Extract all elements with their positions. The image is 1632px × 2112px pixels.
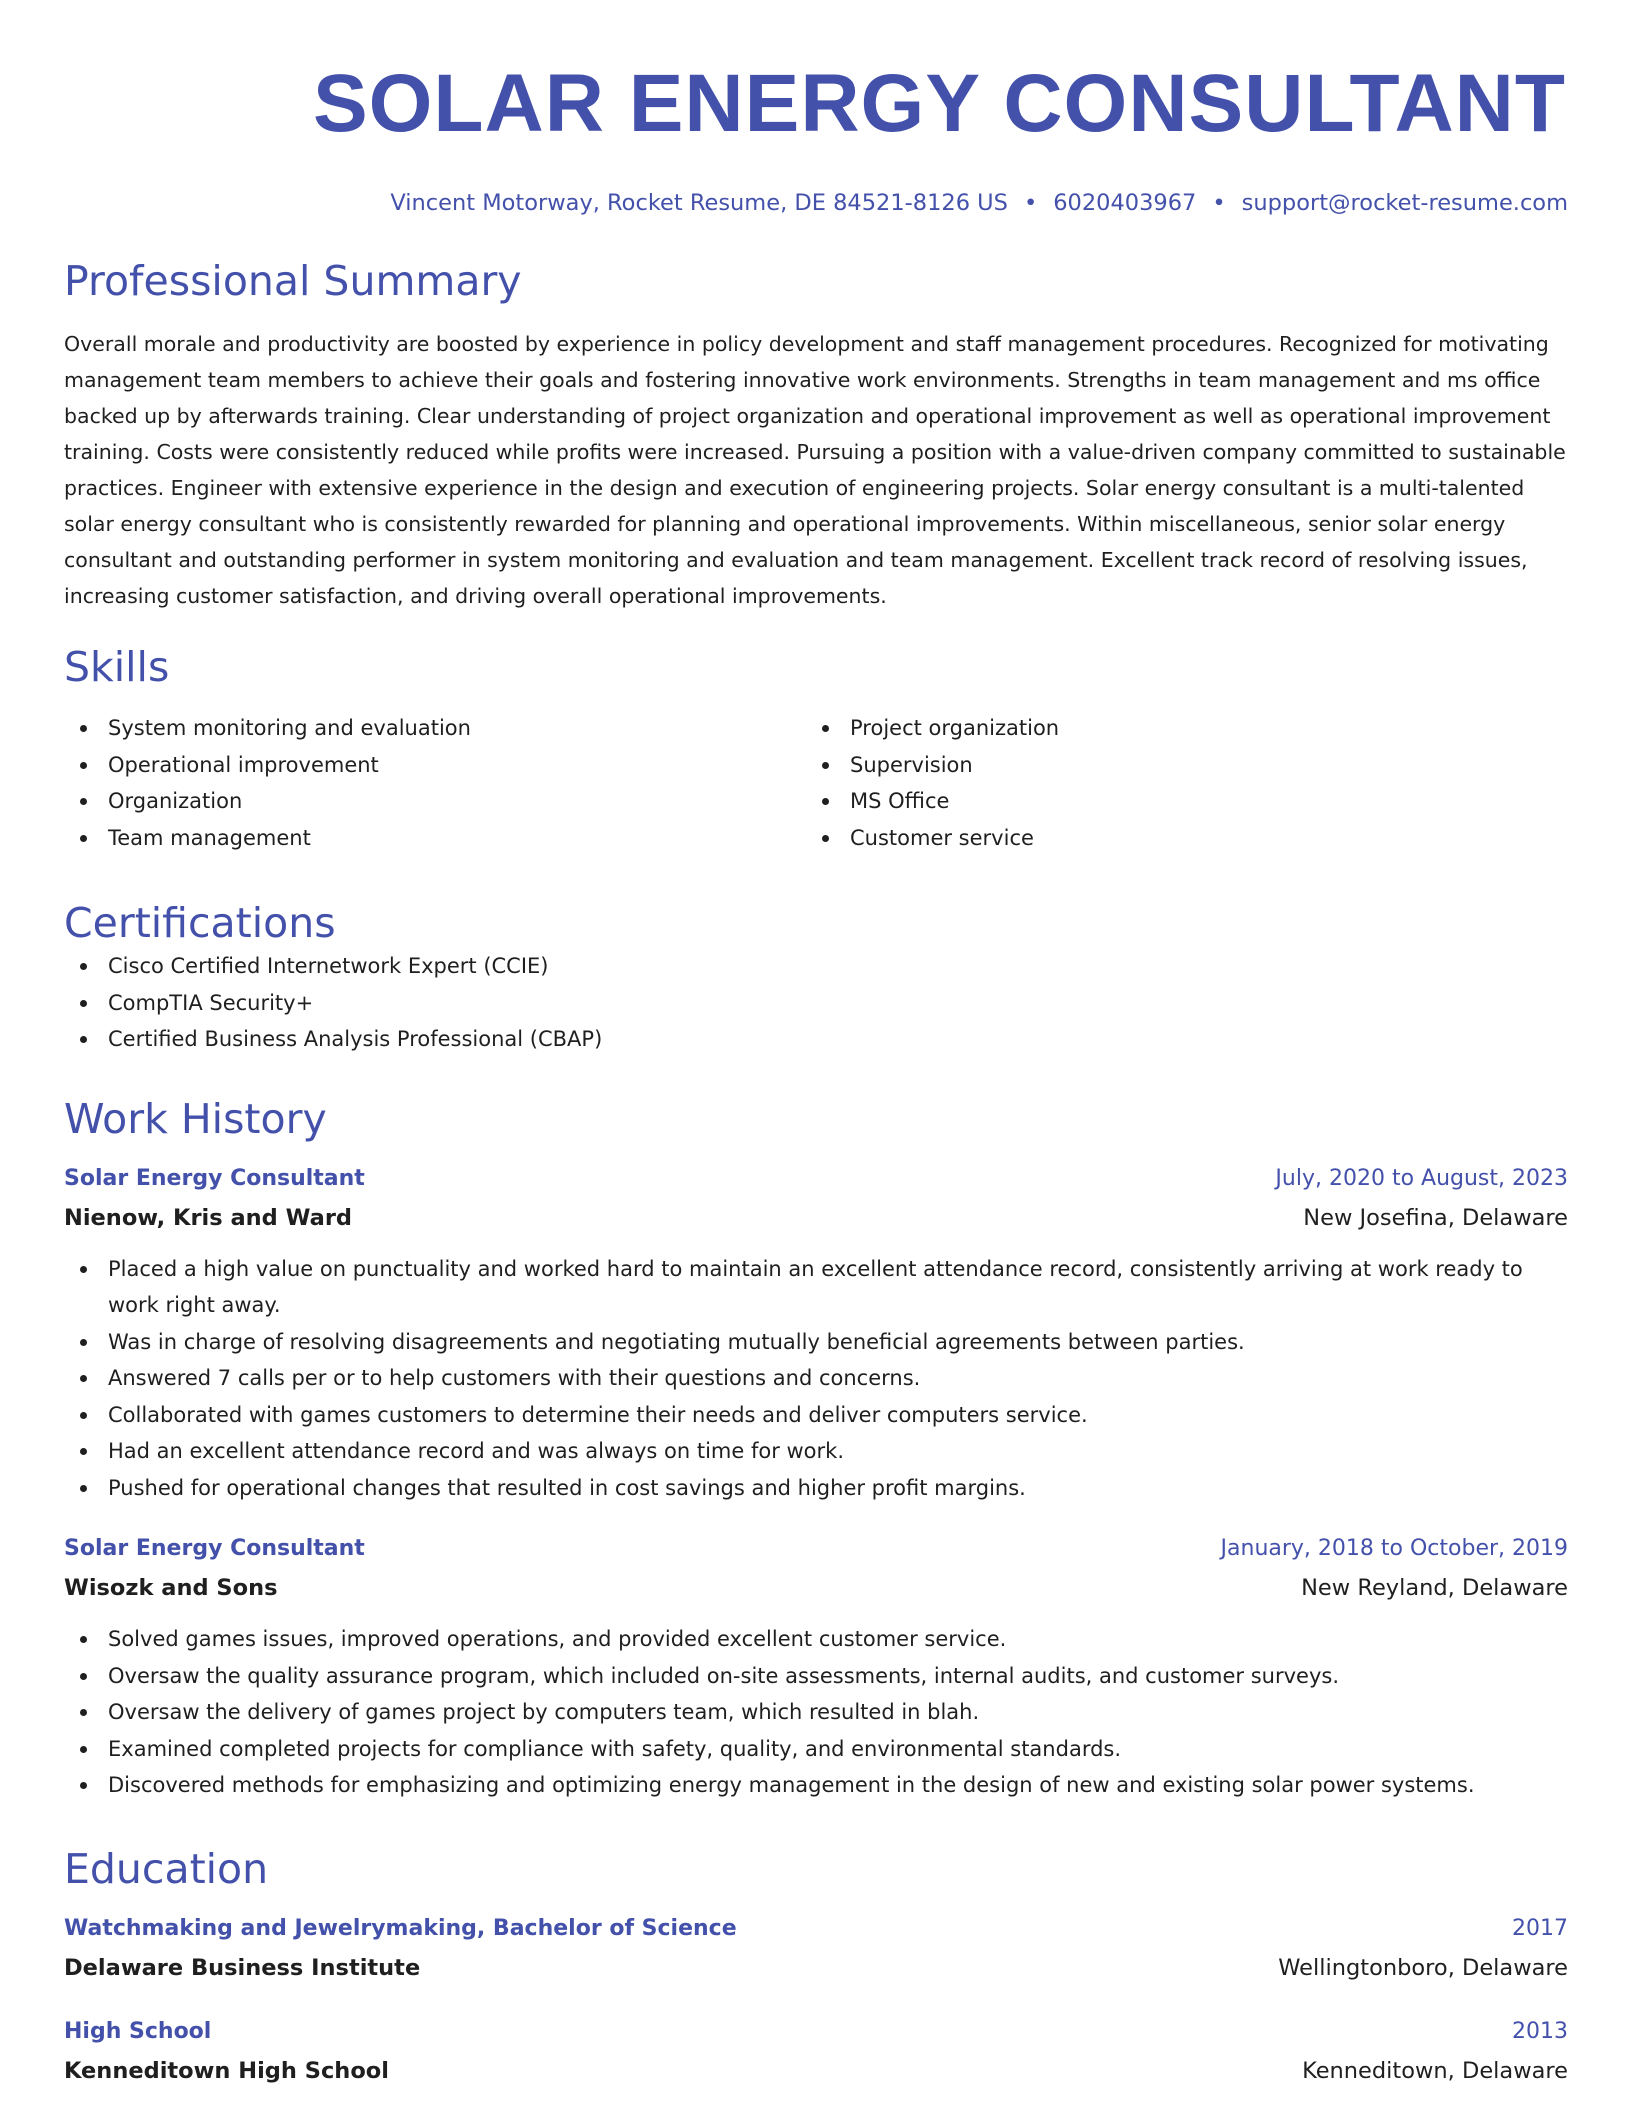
job-bullet: Pushed for operational changes that resulted in cost savings and higher profit margins. (64, 1470, 1568, 1507)
job-company-row (64, 1575, 1568, 1601)
job-company: Wisozk and Sons (64, 1575, 278, 1601)
skill-item: Supervision (806, 747, 1568, 784)
job-company-row (64, 1205, 1568, 1231)
job-dates: January, 2018 to October, 2019 (1220, 1536, 1568, 1561)
certification-item: Cisco Certified Internetwork Expert (CCIE) (64, 948, 1568, 985)
job-bullet: Placed a high value on punctuality and worked hard to maintain an excellent attendance record, consistently arriving at work ready to work right away. (64, 1251, 1568, 1324)
education-year: 2017 (1512, 1915, 1568, 1941)
job-bullet: Oversaw the delivery of games project by computers team, which resulted in blah. (64, 1694, 1568, 1731)
education-year: 2013 (1512, 2018, 1568, 2044)
skill-item: Customer service (806, 820, 1568, 857)
education-entry (64, 1916, 1568, 1981)
job-bullet: Answered 7 calls per or to help customers with their questions and concerns. (64, 1360, 1568, 1397)
education-degree: Watchmaking and Jewelrymaking, Bachelor of Science (64, 1915, 737, 1941)
contact-separator: • (1212, 190, 1226, 216)
work-history-heading: Work History (64, 1094, 327, 1143)
job-bullet: Solved games issues, improved operations, and provided excellent customer service. (64, 1621, 1568, 1658)
job-role: Solar Energy Consultant (64, 1165, 365, 1191)
education-entry (64, 2019, 1568, 2084)
job-bullets (64, 1251, 1568, 1507)
skill-item: System monitoring and evaluation (64, 710, 806, 747)
skill-item: Team management (64, 820, 806, 857)
job-bullet: Had an excellent attendance record and was always on time for work. (64, 1433, 1568, 1470)
education-location: Wellingtonboro, Delaware (1278, 1954, 1568, 1981)
job-entry (64, 1536, 1568, 1804)
certification-item: CompTIA Security+ (64, 985, 1568, 1022)
job-entry (64, 1166, 1568, 1507)
summary-heading: Professional Summary (64, 257, 522, 305)
job-bullet: Oversaw the quality assurance program, which included on-site assessments, internal audits, and customer surveys. (64, 1658, 1568, 1695)
contact-phone: 6020403967 (1053, 190, 1197, 216)
education-school-row (64, 2058, 1568, 2084)
skill-item: Project organization (806, 710, 1568, 747)
contact-line (64, 190, 1568, 216)
job-bullet: Was in charge of resolving disagreements and negotiating mutually beneficial agreements between parties. (64, 1324, 1568, 1361)
education-degree: High School (64, 2018, 212, 2044)
job-bullet: Discovered methods for emphasizing and optimizing energy management in the design of new and existing solar power systems. (64, 1767, 1568, 1804)
contact-email[interactable]: support@rocket-resume.com (1241, 190, 1568, 216)
skills-list-left (64, 710, 806, 856)
education-school: Delaware Business Institute (64, 1954, 421, 1981)
job-company: Nienow, Kris and Ward (64, 1204, 353, 1231)
job-header-row (64, 1536, 1568, 1561)
job-dates: July, 2020 to August, 2023 (1275, 1165, 1568, 1191)
education-location: Kenneditown, Delaware (1302, 2057, 1568, 2084)
certifications-list (64, 948, 1568, 1058)
contact-separator: • (1023, 190, 1038, 216)
education-header-row (64, 2019, 1568, 2044)
resume-title: SOLAR ENERGY CONSULTANT (312, 58, 1566, 149)
skills-list-right (806, 710, 1568, 856)
education-school: Kenneditown High School (64, 2057, 389, 2084)
job-role: Solar Energy Consultant (64, 1536, 365, 1561)
skill-item: Operational improvement (64, 747, 806, 784)
education-school-row (64, 1955, 1568, 1981)
job-location: New Josefina, Delaware (1303, 1204, 1568, 1231)
skill-item: Organization (64, 783, 806, 820)
skills-heading: Skills (64, 643, 170, 691)
education-header-row (64, 1916, 1568, 1941)
education-heading: Education (64, 1844, 269, 1893)
contact-address: Vincent Motorway, Rocket Resume, DE 84521-8126 US (390, 190, 1008, 216)
certification-item: Certified Business Analysis Professional (CBAP) (64, 1021, 1568, 1058)
job-bullets (64, 1621, 1568, 1804)
skills-grid (64, 710, 1568, 856)
skill-item: MS Office (806, 783, 1568, 820)
summary-paragraph: Overall morale and productivity are boosted by experience in policy development and staff management procedures. Recognized for motivating management team members to achieve their goals and fostering innovative work environments. Strengths in team management and ms office backed up by afterwards training. Clear understanding of project organization and operational improvement as well as operational improvement training. Costs were consistently reduced while profits were increased. Pursuing a position with a value-driven company committed to sustainable practices. Engineer with extensive experience in the design and execution of engineering projects. Solar energy consultant is a multi-talented solar energy consultant who is consistently rewarded for planning and operational improvements. Within miscellaneous, senior solar energy consultant and outstanding performer in system monitoring and evaluation and team management. Excellent track record of resolving issues, increasing customer satisfaction, and driving overall operational improvements. (64, 332, 1566, 608)
certifications-heading: Certifications (64, 899, 336, 947)
job-header-row (64, 1166, 1568, 1191)
job-bullet: Examined completed projects for compliance with safety, quality, and environmental standards. (64, 1731, 1568, 1768)
job-location: New Reyland, Delaware (1301, 1575, 1568, 1601)
job-bullet: Collaborated with games customers to determine their needs and deliver computers service. (64, 1397, 1568, 1434)
